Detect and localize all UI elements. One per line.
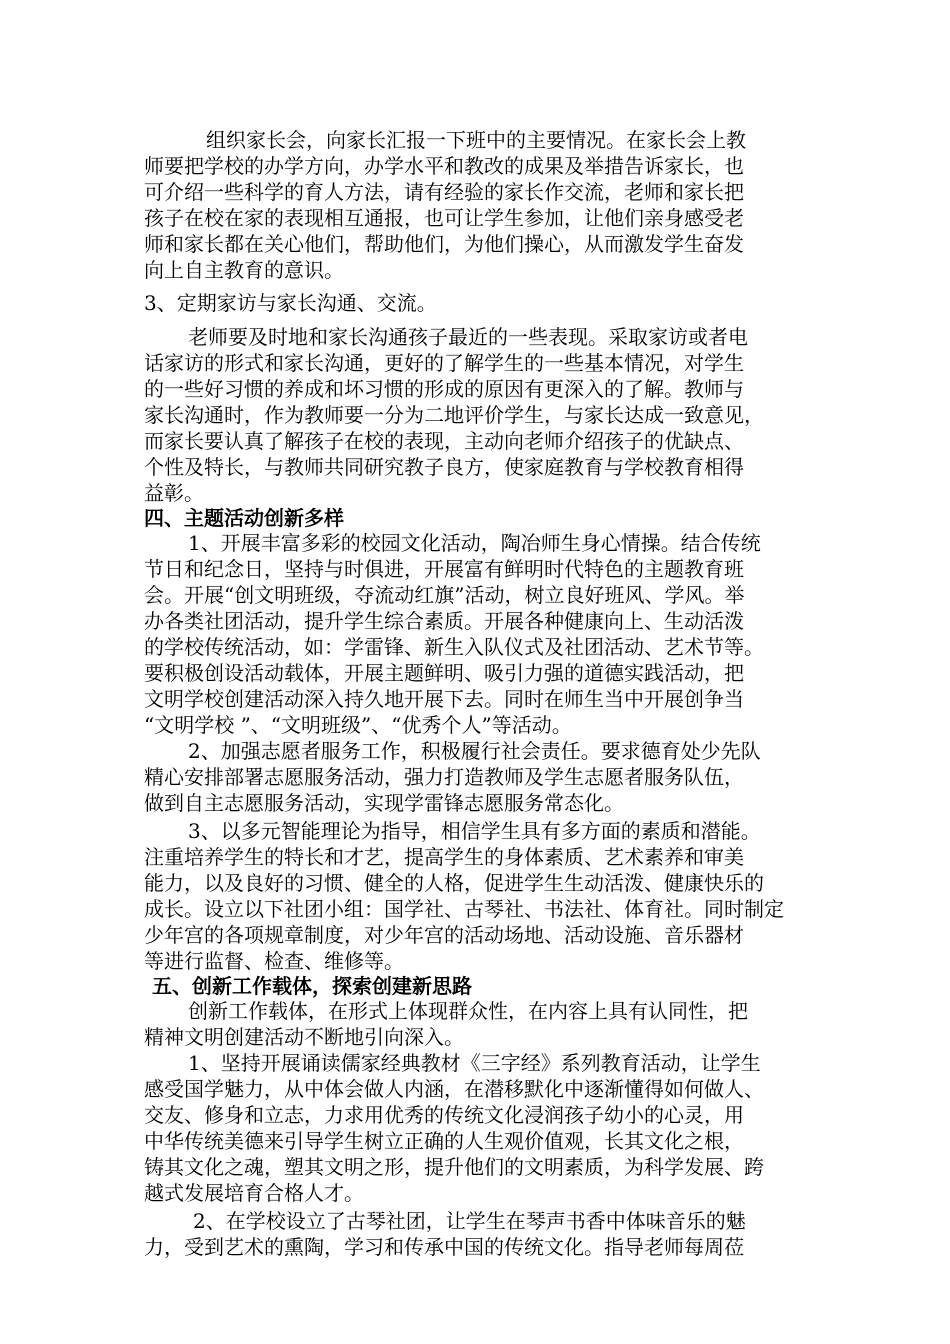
paragraph-line: 益彰。	[144, 481, 204, 505]
paragraph-line: 2、在学校设立了古琴社团，让学生在琴声书香中体味音乐的魅	[193, 1209, 746, 1233]
paragraph-line: 少年宫的各项规章制度，对少年宫的活动场地、活动设施、音乐器材	[144, 923, 744, 947]
paragraph-line: 1、坚持开展诵读儒家经典教材《三字经》系列教育活动，让学生	[188, 1051, 761, 1075]
paragraph-line: 师要把学校的办学方向，办学水平和教改的成果及举措告诉家长，也	[144, 154, 744, 178]
paragraph-line: 创新工作载体，在形式上体现群众性，在内容上具有认同性，把	[188, 999, 748, 1023]
paragraph-line: 力，受到艺术的熏陶，学习和传承中国的传统文化。指导老师每周莅	[144, 1235, 744, 1259]
paragraph-line: “文明学校 ”、“文明班级”、“优秀个人”等活动。	[144, 713, 572, 737]
item-heading: 3、定期家访与家长沟通、交流。	[144, 291, 437, 315]
paragraph-line: 感受国学魅力，从中体会做人内涵，在潜移默化中逐渐懂得如何做人、	[144, 1077, 764, 1101]
paragraph-line: 铸其文化之魂，塑其文明之形，提升他们的文明素质，为科学发展、跨	[144, 1155, 764, 1179]
paragraph-line: 注重培养学生的特长和才艺，提高学生的身体素质、艺术素养和审美	[144, 845, 744, 869]
paragraph-line: 越式发展培育合格人才。	[144, 1181, 364, 1205]
paragraph-line: 向上自主教育的意识。	[144, 258, 344, 282]
paragraph-line: 师和家长都在关心他们，帮助他们，为他们操心，从而激发学生奋发	[144, 232, 744, 256]
paragraph-line: 等进行监督、检查、维修等。	[144, 949, 404, 973]
paragraph-line: 中华传统美德来引导学生树立正确的人生观价值观，长其文化之根，	[144, 1129, 744, 1153]
paragraph-line: 个性及特长，与教师共同研究教子良方，使家庭教育与学校教育相得	[144, 455, 744, 479]
paragraph-line: 的学校传统活动，如：学雷锋、新生入队仪式及社团活动、艺术节等。	[144, 635, 764, 659]
paragraph-line: 能力，以及良好的习惯、健全的人格，促进学生生动活泼、健康快乐的	[144, 871, 764, 895]
paragraph-line: 节日和纪念日，坚持与时俱进，开展富有鲜明时代特色的主题教育班	[144, 557, 744, 581]
paragraph-line: 1、开展丰富多彩的校园文化活动，陶冶师生身心情操。结合传统	[188, 531, 761, 555]
paragraph-line: 组织家长会，向家长汇报一下班中的主要情况。在家长会上教	[206, 128, 746, 152]
paragraph-line: 成长。设立以下社团小组：国学社、古琴社、书法社、体育社。同时制定	[144, 897, 784, 921]
paragraph-line: 精心安排部署志愿服务活动，强力打造教师及学生志愿者服务队伍，	[144, 765, 744, 789]
paragraph-line: 而家长要认真了解孩子在校的表现，主动向老师介绍孩子的优缺点、	[144, 429, 744, 453]
paragraph-line: 精神文明创建活动不断地引向深入。	[144, 1025, 464, 1049]
paragraph-line: 文明学校创建活动深入持久地开展下去。同时在师生当中开展创争当	[144, 687, 744, 711]
paragraph-line: 话家访的形式和家长沟通，更好的了解学生的一些基本情况，对学生	[144, 351, 744, 375]
paragraph-line: 要积极创设活动载体，开展主题鲜明、吸引力强的道德实践活动，把	[144, 661, 744, 685]
paragraph-line: 做到自主志愿服务活动，实现学雷锋志愿服务常态化。	[144, 791, 624, 815]
section-heading: 四、主题活动创新多样	[144, 506, 344, 530]
paragraph-line: 交友、修身和立志，力求用优秀的传统文化浸润孩子幼小的心灵，用	[144, 1103, 744, 1127]
section-heading: 五、创新工作载体，探索创建新思路	[152, 974, 472, 998]
paragraph-line: 的一些好习惯的养成和坏习惯的形成的原因有更深入的了解。教师与	[144, 377, 744, 401]
paragraph-line: 家长沟通时，作为教师要一分为二地评价学生，与家长达成一致意见，	[144, 403, 764, 427]
paragraph-line: 可介绍一些科学的育人方法，请有经验的家长作交流，老师和家长把	[144, 180, 744, 204]
paragraph-line: 3、以多元智能理论为指导，相信学生具有多方面的素质和潜能。	[188, 819, 761, 843]
paragraph-line: 孩子在校在家的表现相互通报，也可让学生参加，让他们亲身感受老	[144, 206, 744, 230]
paragraph-line: 老师要及时地和家长沟通孩子最近的一些表现。采取家访或者电	[188, 325, 748, 349]
paragraph-line: 2、加强志愿者服务工作，积极履行社会责任。要求德育处少先队	[188, 739, 761, 763]
paragraph-line: 会。开展“创文明班级，夺流动红旗”活动，树立良好班风、学风。举	[144, 583, 745, 607]
paragraph-line: 办各类社团活动，提升学生综合素质。开展各种健康向上、生动活泼	[144, 609, 744, 633]
